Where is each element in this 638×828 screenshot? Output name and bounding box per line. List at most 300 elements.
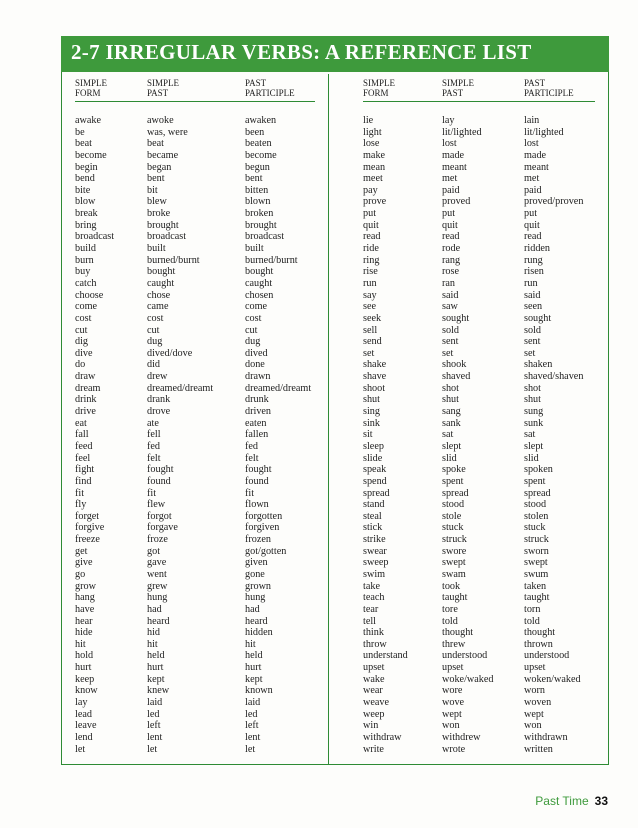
verb-cell: forgotten: [245, 510, 283, 522]
verb-cell: spend: [363, 475, 387, 487]
verb-cell: met: [442, 173, 458, 185]
verb-cell: led: [147, 708, 160, 720]
verb-cell: woke/waked: [442, 673, 494, 685]
verb-cell: get: [75, 545, 88, 557]
verb-cell: hit: [75, 638, 86, 650]
verb-cell: made: [524, 149, 547, 161]
verb-cell: dug: [147, 336, 163, 348]
verb-cell: broken: [245, 208, 274, 220]
verb-cell: come: [245, 301, 268, 313]
verb-cell: say: [363, 289, 377, 301]
verb-cell: beaten: [245, 138, 272, 150]
verb-cell: become: [75, 149, 107, 161]
verb-cell: forgive: [75, 522, 105, 534]
verb-cell: burned/burnt: [245, 254, 298, 266]
verb-cell: wept: [442, 708, 462, 720]
verb-cell: rode: [442, 243, 461, 255]
verb-cell: mean: [363, 161, 386, 173]
verb-cell: bought: [147, 266, 176, 278]
verb-cell: let: [75, 743, 86, 755]
verb-cell: buy: [75, 266, 91, 278]
right-simple-past-column: [442, 115, 494, 755]
verb-cell: sent: [524, 336, 541, 348]
verb-cell: weep: [363, 708, 385, 720]
verb-cell: written: [524, 743, 553, 755]
page-footer: [535, 792, 608, 810]
verb-cell: swim: [363, 568, 386, 580]
verb-cell: build: [75, 243, 96, 255]
verb-cell: hid: [147, 627, 161, 639]
column-divider: [328, 74, 329, 764]
verb-cell: dived/dove: [147, 347, 193, 359]
verb-cell: ate: [147, 417, 159, 429]
verb-cell: hang: [75, 592, 95, 604]
left-simple-past-column: [147, 115, 213, 755]
verb-cell: draw: [75, 371, 96, 383]
verb-cell: slid: [524, 452, 539, 464]
verb-cell: choose: [75, 289, 104, 301]
verb-cell: became: [147, 149, 179, 161]
verb-cell: withdraw: [363, 731, 402, 743]
right-past-participle-column: [524, 115, 583, 755]
verb-cell: met: [524, 173, 540, 185]
verb-cell: go: [75, 568, 86, 580]
verb-cell: see: [363, 301, 377, 313]
verb-cell: weave: [363, 697, 390, 709]
verb-cell: bit: [147, 184, 158, 196]
verb-cell: got: [147, 545, 161, 557]
verb-cell: wept: [524, 708, 544, 720]
verb-cell: sold: [442, 324, 459, 336]
verb-cell: feel: [75, 452, 91, 464]
verb-cell: quit: [524, 219, 540, 231]
verb-cell: chosen: [245, 289, 274, 301]
verb-cell: dreamed/dreamt: [147, 382, 214, 394]
hdr-text: PAST PARTICIPLE: [524, 78, 574, 98]
verb-cell: bent: [147, 173, 165, 185]
verb-cell: sing: [363, 406, 380, 418]
verb-cell: thrown: [524, 638, 553, 650]
verb-cell: meet: [363, 173, 383, 185]
verb-cell: sat: [442, 429, 454, 441]
verb-cell: pay: [363, 184, 378, 196]
verb-cell: hurt: [147, 662, 164, 674]
verb-cell: swum: [524, 568, 549, 580]
verb-cell: frozen: [245, 534, 272, 546]
verb-cell: slid: [442, 452, 457, 464]
verb-cell: known: [245, 685, 273, 697]
verb-cell: forgot: [147, 510, 172, 522]
verb-cell: let: [245, 743, 256, 755]
verb-cell: said: [442, 289, 459, 301]
verb-cell: fed: [147, 440, 161, 452]
verb-cell: threw: [442, 638, 466, 650]
footer-section-name: Past Time: [535, 794, 589, 808]
verb-cell: keep: [75, 673, 95, 685]
verb-cell: laid: [147, 697, 163, 709]
verb-cell: stuck: [442, 522, 464, 534]
verb-cell: built: [147, 243, 166, 255]
verb-cell: spread: [363, 487, 390, 499]
verb-cell: broadcast: [245, 231, 285, 243]
verb-cell: grow: [75, 580, 96, 592]
verb-cell: send: [363, 336, 382, 348]
verb-cell: feed: [75, 440, 93, 452]
verb-cell: fly: [75, 499, 87, 511]
verb-cell: shut: [363, 394, 380, 406]
verb-cell: sat: [524, 429, 536, 441]
verb-cell: proved/proven: [524, 196, 584, 208]
verb-cell: fight: [75, 464, 95, 476]
verb-cell: lent: [147, 731, 163, 743]
verb-cell: knew: [147, 685, 170, 697]
section-title: 2-7 IRREGULAR VERBS: A REFERENCE LIST: [71, 40, 532, 64]
verb-cell: sell: [363, 324, 378, 336]
verb-cell: read: [442, 231, 460, 243]
verb-cell: lose: [363, 138, 380, 150]
verb-cell: lent: [245, 731, 261, 743]
verb-cell: slept: [524, 440, 544, 452]
verb-cell: meant: [442, 161, 467, 173]
verb-cell: leave: [75, 720, 97, 732]
verb-cell: drink: [75, 394, 97, 406]
col-header-right-simple-past: [442, 78, 474, 98]
verb-cell: set: [442, 347, 454, 359]
verb-cell: sold: [524, 324, 541, 336]
verb-cell: hurt: [75, 662, 92, 674]
verb-cell: proved: [442, 196, 471, 208]
verb-cell: write: [363, 743, 384, 755]
verb-cell: shaved: [442, 371, 471, 383]
verb-cell: shut: [442, 394, 459, 406]
verb-cell: break: [75, 208, 98, 220]
verb-cell: upset: [363, 662, 385, 674]
verb-cell: laid: [245, 697, 261, 709]
verb-cell: broke: [147, 208, 171, 220]
verb-cell: understand: [363, 650, 408, 662]
verb-cell: fell: [147, 429, 161, 441]
verb-cell: upset: [524, 662, 546, 674]
verb-cell: worn: [524, 685, 545, 697]
verb-cell: lay: [442, 115, 455, 126]
verb-cell: put: [363, 208, 377, 220]
verb-cell: was, were: [147, 126, 188, 138]
verb-cell: held: [245, 650, 263, 662]
verb-cell: shut: [524, 394, 541, 406]
verb-cell: fought: [245, 464, 272, 476]
verb-cell: seek: [363, 312, 382, 324]
verb-cell: tell: [363, 615, 377, 627]
verb-cell: cost: [75, 312, 92, 324]
verb-cell: awoke: [147, 115, 174, 126]
verb-cell: tear: [363, 603, 379, 615]
verb-cell: cut: [245, 324, 258, 336]
verb-cell: fallen: [245, 429, 269, 441]
verb-cell: tore: [442, 603, 458, 615]
verb-cell: make: [363, 149, 386, 161]
verb-cell: hidden: [245, 627, 273, 639]
verb-cell: taught: [524, 592, 550, 604]
verb-cell: dreamed/dreamt: [245, 382, 312, 394]
verb-cell: stick: [363, 522, 383, 534]
verb-cell: run: [363, 277, 377, 289]
verb-cell: drove: [147, 406, 171, 418]
hdr-text: SIMPLE FORM: [363, 78, 396, 98]
verb-cell: bent: [245, 173, 263, 185]
verb-cell: burn: [75, 254, 94, 266]
verb-cell: forget: [75, 510, 100, 522]
verb-cell: rise: [363, 266, 378, 278]
verb-cell: read: [524, 231, 542, 243]
verb-cell: spread: [524, 487, 551, 499]
verb-cell: hit: [245, 638, 256, 650]
verb-cell: lie: [363, 115, 374, 126]
verb-cell: cut: [147, 324, 160, 336]
verb-cell: become: [245, 149, 277, 161]
verb-cell: strike: [363, 534, 386, 546]
verb-cell: burned/burnt: [147, 254, 200, 266]
verb-cell: dive: [75, 347, 93, 359]
verb-cell: sworn: [524, 545, 549, 557]
verb-cell: wove: [442, 697, 465, 709]
verb-cell: went: [147, 568, 167, 580]
col-header-right-simple-form: [363, 78, 395, 98]
verb-cell: slide: [363, 452, 383, 464]
verb-cell: bend: [75, 173, 95, 185]
verb-cell: freeze: [75, 534, 100, 546]
verb-cell: won: [442, 720, 460, 732]
verb-cell: spent: [524, 475, 546, 487]
verb-cell: stuck: [524, 522, 546, 534]
verb-cell: thought: [442, 627, 474, 639]
verb-cell: paid: [524, 184, 542, 196]
verb-cell: ride: [363, 243, 379, 255]
verb-cell: fought: [147, 464, 174, 476]
verb-cell: dig: [75, 336, 89, 348]
verb-cell: light: [363, 126, 382, 138]
verb-cell: fit: [245, 487, 255, 499]
verb-cell: struck: [442, 534, 467, 546]
section-header-bar: [61, 36, 609, 72]
verb-cell: caught: [245, 277, 273, 289]
verb-cell: shoot: [363, 382, 386, 394]
verb-cell: eaten: [245, 417, 267, 429]
verb-cell: lead: [75, 708, 92, 720]
verb-cell: said: [524, 289, 541, 301]
verb-cell: lend: [75, 731, 93, 743]
verb-cell: found: [147, 475, 171, 487]
verb-cell: left: [245, 720, 259, 732]
verb-cell: give: [75, 557, 93, 569]
verb-cell: rung: [524, 254, 543, 266]
verb-cell: kept: [245, 673, 263, 685]
verb-cell: gone: [245, 568, 265, 580]
verb-cell: blow: [75, 196, 96, 208]
verb-cell: awake: [75, 115, 102, 126]
verb-cell: swam: [442, 568, 466, 580]
verb-cell: withdrew: [442, 731, 481, 743]
verb-cell: did: [147, 359, 161, 371]
verb-cell: lain: [524, 115, 540, 126]
verb-cell: prove: [363, 196, 387, 208]
hdr-text: SIMPLE PAST: [147, 78, 180, 98]
hdr-text: PAST PARTICIPLE: [245, 78, 295, 98]
verb-cell: cost: [147, 312, 164, 324]
verb-cell: spread: [442, 487, 469, 499]
verb-cell: set: [524, 347, 536, 359]
verb-cell: sung: [524, 406, 544, 418]
page-number: 33: [594, 794, 608, 808]
verb-cell: lost: [442, 138, 457, 150]
verb-cell: dug: [245, 336, 261, 348]
verb-cell: had: [147, 603, 162, 615]
verb-cell: shake: [363, 359, 387, 371]
verb-cell: lay: [75, 697, 88, 709]
verb-cell: hit: [147, 638, 158, 650]
verb-cell: put: [524, 208, 538, 220]
col-header-right-past-participle: [524, 78, 574, 98]
verb-cell: let: [147, 743, 158, 755]
verb-cell: have: [75, 603, 95, 615]
verb-cell: driven: [245, 406, 272, 418]
verb-cell: wore: [442, 685, 463, 697]
verb-cell: ridden: [524, 243, 551, 255]
hdr-text: SIMPLE PAST: [442, 78, 475, 98]
verb-cell: grown: [245, 580, 272, 592]
verb-cell: chose: [147, 289, 171, 301]
verb-cell: rang: [442, 254, 461, 266]
verb-cell: broadcast: [75, 231, 115, 243]
verb-cell: caught: [147, 277, 175, 289]
verb-cell: won: [524, 720, 542, 732]
verb-cell: catch: [75, 277, 97, 289]
verb-cell: hide: [75, 627, 93, 639]
hdr-text: SIMPLE FORM: [75, 78, 108, 98]
verb-cell: found: [245, 475, 269, 487]
verb-cell: be: [75, 126, 85, 138]
verb-cell: hung: [245, 592, 266, 604]
verb-cell: swept: [442, 557, 466, 569]
verb-cell: began: [147, 161, 172, 173]
verb-cell: given: [245, 557, 268, 569]
verb-cell: thought: [524, 627, 556, 639]
verb-cell: taught: [442, 592, 468, 604]
verb-cell: spoke: [442, 464, 466, 476]
verb-cell: lost: [524, 138, 539, 150]
verb-cell: sought: [442, 312, 470, 324]
verb-cell: wake: [363, 673, 385, 685]
verb-cell: throw: [363, 638, 387, 650]
verb-cell: win: [363, 720, 379, 732]
verb-cell: stole: [442, 510, 462, 522]
header-underline-left: [75, 101, 315, 102]
verb-cell: bought: [245, 266, 274, 278]
verb-cell: hear: [75, 615, 93, 627]
verb-cell: forgiven: [245, 522, 280, 534]
col-header-left-past-participle: [245, 78, 295, 98]
verb-cell: seen: [524, 301, 543, 313]
verb-cell: stolen: [524, 510, 549, 522]
verb-cell: paid: [442, 184, 460, 196]
left-past-participle-column: [245, 115, 311, 755]
verb-cell: been: [245, 126, 265, 138]
verb-cell: drive: [75, 406, 96, 418]
verb-cell: do: [75, 359, 86, 371]
verb-cell: understood: [442, 650, 488, 662]
verb-cell: came: [147, 301, 169, 313]
verb-cell: speak: [363, 464, 387, 476]
verb-cell: steal: [363, 510, 382, 522]
verb-cell: spent: [442, 475, 464, 487]
verb-cell: shave: [363, 371, 387, 383]
col-header-left-simple-past: [147, 78, 179, 98]
verb-cell: stood: [442, 499, 465, 511]
verb-cell: sent: [442, 336, 459, 348]
verb-cell: cost: [245, 312, 262, 324]
verb-cell: eat: [75, 417, 87, 429]
verb-cell: woven: [524, 697, 552, 709]
verb-cell: blew: [147, 196, 167, 208]
verb-cell: drawn: [245, 371, 271, 383]
verb-cell: felt: [147, 452, 161, 464]
verb-cell: find: [75, 475, 92, 487]
verb-cell: hold: [75, 650, 94, 662]
verb-cell: got/gotten: [245, 545, 287, 557]
verb-cell: told: [524, 615, 540, 627]
verb-cell: told: [442, 615, 458, 627]
verb-cell: had: [245, 603, 260, 615]
verb-cell: bite: [75, 184, 91, 196]
verb-cell: read: [363, 231, 381, 243]
verb-cell: ring: [363, 254, 380, 266]
verb-cell: wear: [363, 685, 383, 697]
verb-cell: woken/waked: [524, 673, 581, 685]
verb-cell: shot: [524, 382, 541, 394]
verb-cell: swear: [363, 545, 387, 557]
verb-cell: felt: [245, 452, 259, 464]
verb-cell: drank: [147, 394, 171, 406]
verb-cell: made: [442, 149, 465, 161]
verb-cell: flown: [245, 499, 269, 511]
verb-cell: gave: [147, 557, 167, 569]
verb-cell: shaved/shaven: [524, 371, 584, 383]
verb-cell: heard: [245, 615, 268, 627]
verb-cell: grew: [147, 580, 168, 592]
verb-cell: understood: [524, 650, 570, 662]
verb-cell: sunk: [524, 417, 544, 429]
verb-cell: meant: [524, 161, 549, 173]
verb-cell: risen: [524, 266, 544, 278]
verb-cell: sweep: [363, 557, 389, 569]
verb-cell: broadcast: [147, 231, 187, 243]
verb-cell: drunk: [245, 394, 269, 406]
verb-cell: took: [442, 580, 461, 592]
verb-cell: dream: [75, 382, 101, 394]
verb-cell: wrote: [442, 743, 466, 755]
header-underline-right: [363, 101, 595, 102]
verb-cell: froze: [147, 534, 168, 546]
verb-cell: taken: [524, 580, 547, 592]
verb-cell: brought: [245, 219, 277, 231]
verb-cell: quit: [363, 219, 379, 231]
verb-cell: sought: [524, 312, 552, 324]
verb-cell: run: [524, 277, 538, 289]
verb-cell: held: [147, 650, 165, 662]
verb-cell: take: [363, 580, 380, 592]
verb-cell: beat: [147, 138, 164, 150]
verb-cell: sleep: [363, 440, 384, 452]
verb-cell: shot: [442, 382, 459, 394]
